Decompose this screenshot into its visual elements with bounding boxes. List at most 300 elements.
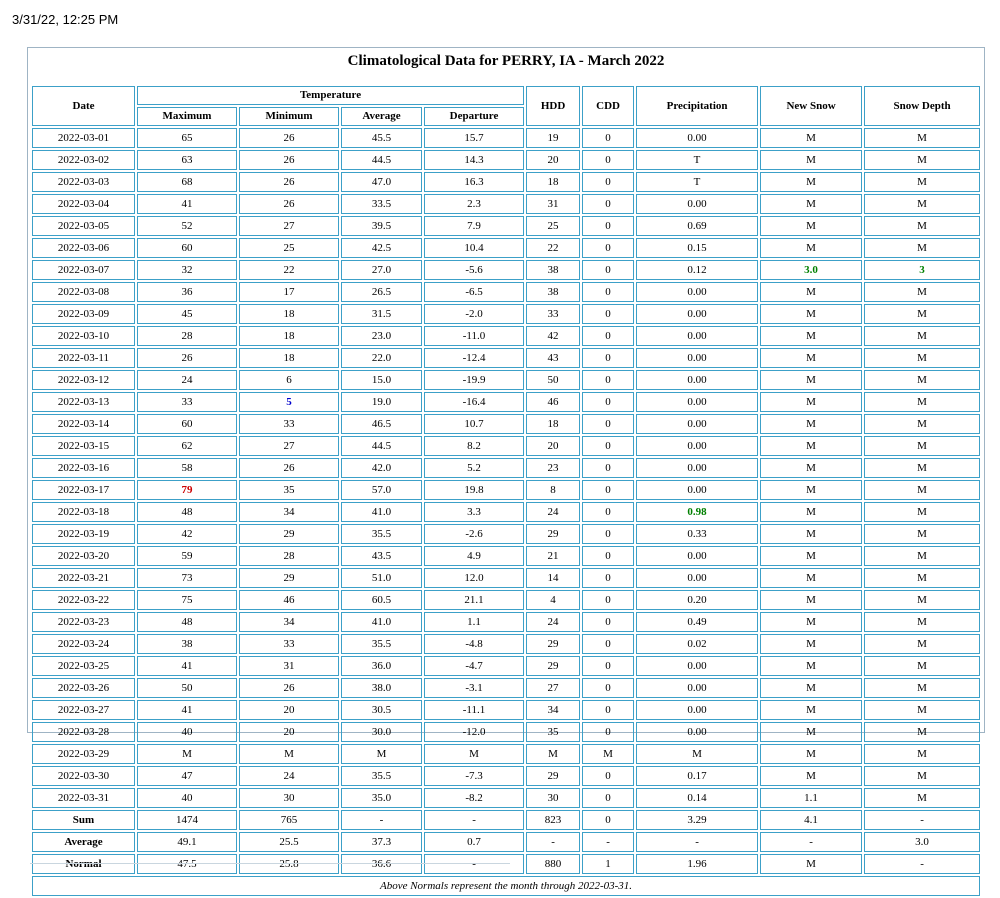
table-row — [32, 216, 980, 236]
departure-cell: 16.3 — [424, 172, 524, 192]
max-temp-cell: 38 — [137, 634, 237, 654]
departure-cell: M — [424, 744, 524, 764]
min-temp-cell: 46 — [239, 590, 339, 610]
max-temp-cell: 33 — [137, 392, 237, 412]
max-temp-cell: 26 — [137, 348, 237, 368]
avg-temp-cell: 47.0 — [341, 172, 422, 192]
precip-cell: - — [636, 832, 758, 852]
cdd-cell: 0 — [582, 216, 634, 236]
avg-temp-cell: 46.5 — [341, 414, 422, 434]
cdd-cell: 0 — [582, 546, 634, 566]
cdd-cell: 0 — [582, 304, 634, 324]
table-row — [32, 590, 980, 610]
hdd-cell: 29 — [526, 524, 580, 544]
new-snow-cell: - — [760, 832, 862, 852]
min-temp-cell: 30 — [239, 788, 339, 808]
avg-temp-cell: 44.5 — [341, 436, 422, 456]
departure-cell: 21.1 — [424, 590, 524, 610]
min-temp-cell: 28 — [239, 546, 339, 566]
date-cell: 2022-03-30 — [32, 766, 135, 786]
min-temp-cell: 765 — [239, 810, 339, 830]
max-temp-cell: 68 — [137, 172, 237, 192]
min-temp-cell: 34 — [239, 502, 339, 522]
avg-temp-cell: 45.5 — [341, 128, 422, 148]
cdd-cell: 0 — [582, 348, 634, 368]
date-cell: 2022-03-24 — [32, 634, 135, 654]
hdd-cell: 29 — [526, 656, 580, 676]
precip-cell: 0.00 — [636, 348, 758, 368]
departure-cell: 10.4 — [424, 238, 524, 258]
table-row — [32, 502, 980, 522]
hdd-cell: 4 — [526, 590, 580, 610]
avg-temp-cell: 36.6 — [341, 854, 422, 874]
snow-depth-cell: M — [864, 348, 980, 368]
departure-cell: 5.2 — [424, 458, 524, 478]
min-temp-cell: 18 — [239, 304, 339, 324]
departure-cell: -12.4 — [424, 348, 524, 368]
table-row — [32, 392, 980, 412]
min-temp-cell: 29 — [239, 524, 339, 544]
max-temp-cell: 59 — [137, 546, 237, 566]
departure-cell: -12.0 — [424, 722, 524, 742]
max-temp-cell: M — [137, 744, 237, 764]
max-temp-cell: 63 — [137, 150, 237, 170]
precip-cell: T — [636, 150, 758, 170]
snow-depth-cell: M — [864, 678, 980, 698]
precip-cell: 0.00 — [636, 480, 758, 500]
max-temp-cell: 41 — [137, 656, 237, 676]
date-cell: 2022-03-19 — [32, 524, 135, 544]
header-minimum: Minimum — [239, 107, 339, 126]
cdd-cell: 0 — [582, 458, 634, 478]
departure-cell: 15.7 — [424, 128, 524, 148]
avg-temp-cell: 23.0 — [341, 326, 422, 346]
precip-cell: 0.00 — [636, 392, 758, 412]
min-temp-cell: 25.5 — [239, 832, 339, 852]
header-average: Average — [341, 107, 422, 126]
max-temp-cell: 42 — [137, 524, 237, 544]
new-snow-cell: M — [760, 238, 862, 258]
date-cell: 2022-03-28 — [32, 722, 135, 742]
max-temp-cell: 52 — [137, 216, 237, 236]
precip-cell: 0.02 — [636, 634, 758, 654]
footnote: Above Normals represent the month through 2022-03-31. — [32, 876, 980, 896]
precip-cell: 0.00 — [636, 546, 758, 566]
date-cell: 2022-03-15 — [32, 436, 135, 456]
snow-depth-cell: M — [864, 634, 980, 654]
new-snow-cell: M — [760, 414, 862, 434]
hdd-cell: 25 — [526, 216, 580, 236]
departure-cell: 4.9 — [424, 546, 524, 566]
avg-temp-cell: 42.5 — [341, 238, 422, 258]
max-temp-cell: 47.5 — [137, 854, 237, 874]
snow-depth-cell: M — [864, 568, 980, 588]
snow-depth-cell: M — [864, 766, 980, 786]
precip-cell: 0.00 — [636, 326, 758, 346]
new-snow-cell: M — [760, 194, 862, 214]
max-temp-cell: 41 — [137, 194, 237, 214]
departure-cell: -19.9 — [424, 370, 524, 390]
table-row — [32, 524, 980, 544]
precip-cell: 0.00 — [636, 656, 758, 676]
date-cell: 2022-03-22 — [32, 590, 135, 610]
snow-depth-cell: M — [864, 128, 980, 148]
date-cell: 2022-03-08 — [32, 282, 135, 302]
snow-depth-cell: M — [864, 524, 980, 544]
departure-cell: - — [424, 810, 524, 830]
cdd-cell: 0 — [582, 612, 634, 632]
table-row — [32, 172, 980, 192]
date-cell: 2022-03-29 — [32, 744, 135, 764]
max-temp-cell: 65 — [137, 128, 237, 148]
table-row — [32, 370, 980, 390]
snow-depth-cell: M — [864, 326, 980, 346]
max-temp-cell: 41 — [137, 700, 237, 720]
min-temp-cell: 6 — [239, 370, 339, 390]
max-temp-cell: 36 — [137, 282, 237, 302]
precip-cell: 0.00 — [636, 370, 758, 390]
new-snow-cell: M — [760, 634, 862, 654]
hdd-cell: 38 — [526, 282, 580, 302]
avg-temp-cell: 35.5 — [341, 766, 422, 786]
snow-depth-cell: M — [864, 238, 980, 258]
precip-cell: 0.00 — [636, 128, 758, 148]
max-temp-cell: 32 — [137, 260, 237, 280]
date-cell: 2022-03-17 — [32, 480, 135, 500]
min-temp-cell: 20 — [239, 722, 339, 742]
precip-cell: 1.96 — [636, 854, 758, 874]
avg-temp-cell: 41.0 — [341, 502, 422, 522]
min-temp-cell: 18 — [239, 348, 339, 368]
summary-row — [32, 854, 980, 874]
date-cell: 2022-03-14 — [32, 414, 135, 434]
departure-cell: -11.0 — [424, 326, 524, 346]
header-temperature: Temperature — [137, 86, 524, 105]
table-row — [32, 788, 980, 808]
table-row — [32, 348, 980, 368]
hdd-cell: - — [526, 832, 580, 852]
date-cell: 2022-03-03 — [32, 172, 135, 192]
departure-cell: -11.1 — [424, 700, 524, 720]
new-snow-cell: M — [760, 524, 862, 544]
new-snow-cell: M — [760, 216, 862, 236]
new-snow-cell: M — [760, 282, 862, 302]
table-row — [32, 194, 980, 214]
max-temp-cell: 49.1 — [137, 832, 237, 852]
departure-cell: 1.1 — [424, 612, 524, 632]
avg-temp-cell: - — [341, 810, 422, 830]
table-row — [32, 568, 980, 588]
max-temp-cell: 73 — [137, 568, 237, 588]
min-temp-cell: 25.8 — [239, 854, 339, 874]
snow-depth-cell: M — [864, 722, 980, 742]
hdd-cell: 42 — [526, 326, 580, 346]
date-cell: Sum — [32, 810, 135, 830]
snow-depth-cell: - — [864, 854, 980, 874]
cdd-cell: 0 — [582, 810, 634, 830]
departure-cell: 7.9 — [424, 216, 524, 236]
avg-temp-cell: 41.0 — [341, 612, 422, 632]
snow-depth-cell: M — [864, 436, 980, 456]
precip-cell: M — [636, 744, 758, 764]
table-row — [32, 744, 980, 764]
precip-cell: 0.14 — [636, 788, 758, 808]
cdd-cell: 0 — [582, 128, 634, 148]
new-snow-cell: M — [760, 612, 862, 632]
precip-cell: 0.33 — [636, 524, 758, 544]
cdd-cell: 0 — [582, 150, 634, 170]
date-cell: 2022-03-07 — [32, 260, 135, 280]
departure-cell: -7.3 — [424, 766, 524, 786]
header-maximum: Maximum — [137, 107, 237, 126]
departure-cell: - — [424, 854, 524, 874]
departure-cell: 2.3 — [424, 194, 524, 214]
hdd-cell: 46 — [526, 392, 580, 412]
new-snow-cell: M — [760, 854, 862, 874]
cdd-cell: 0 — [582, 172, 634, 192]
hdd-cell: 27 — [526, 678, 580, 698]
table-row — [32, 128, 980, 148]
avg-temp-cell: 35.0 — [341, 788, 422, 808]
table-row — [32, 678, 980, 698]
hdd-cell: 21 — [526, 546, 580, 566]
departure-cell: 8.2 — [424, 436, 524, 456]
table-row — [32, 304, 980, 324]
date-cell: 2022-03-13 — [32, 392, 135, 412]
departure-cell: -16.4 — [424, 392, 524, 412]
min-temp-cell: 27 — [239, 436, 339, 456]
new-snow-cell: M — [760, 590, 862, 610]
new-snow-cell: M — [760, 546, 862, 566]
min-temp-cell: 5 — [239, 392, 339, 412]
min-temp-cell: 25 — [239, 238, 339, 258]
precip-cell: 0.15 — [636, 238, 758, 258]
hdd-cell: 35 — [526, 722, 580, 742]
hdd-cell: 14 — [526, 568, 580, 588]
avg-temp-cell: 19.0 — [341, 392, 422, 412]
cdd-cell: M — [582, 744, 634, 764]
date-cell: 2022-03-21 — [32, 568, 135, 588]
cdd-cell: 0 — [582, 480, 634, 500]
page-title: Climatological Data for PERRY, IA - March 2022 — [347, 53, 665, 69]
table-row — [32, 260, 980, 280]
hdd-cell: 31 — [526, 194, 580, 214]
avg-temp-cell: 42.0 — [341, 458, 422, 478]
avg-temp-cell: M — [341, 744, 422, 764]
max-temp-cell: 48 — [137, 502, 237, 522]
min-temp-cell: 26 — [239, 194, 339, 214]
date-cell: 2022-03-10 — [32, 326, 135, 346]
hdd-cell: 50 — [526, 370, 580, 390]
avg-temp-cell: 15.0 — [341, 370, 422, 390]
max-temp-cell: 50 — [137, 678, 237, 698]
new-snow-cell: 3.0 — [760, 260, 862, 280]
min-temp-cell: 26 — [239, 678, 339, 698]
precip-cell: 0.00 — [636, 436, 758, 456]
departure-cell: 14.3 — [424, 150, 524, 170]
cdd-cell: 0 — [582, 194, 634, 214]
min-temp-cell: 33 — [239, 414, 339, 434]
departure-cell: 19.8 — [424, 480, 524, 500]
cdd-cell: 0 — [582, 238, 634, 258]
min-temp-cell: M — [239, 744, 339, 764]
header-snow-depth: Snow Depth — [864, 86, 980, 126]
snow-depth-cell: M — [864, 502, 980, 522]
precip-cell: 0.98 — [636, 502, 758, 522]
table-row — [32, 480, 980, 500]
departure-cell: 0.7 — [424, 832, 524, 852]
snow-depth-cell: M — [864, 392, 980, 412]
cdd-cell: 0 — [582, 590, 634, 610]
hdd-cell: 20 — [526, 436, 580, 456]
precip-cell: 3.29 — [636, 810, 758, 830]
new-snow-cell: M — [760, 348, 862, 368]
snow-depth-cell: M — [864, 546, 980, 566]
date-cell: 2022-03-25 — [32, 656, 135, 676]
max-temp-cell: 24 — [137, 370, 237, 390]
new-snow-cell: M — [760, 700, 862, 720]
new-snow-cell: M — [760, 172, 862, 192]
departure-cell: -4.8 — [424, 634, 524, 654]
snow-depth-cell: M — [864, 216, 980, 236]
date-cell: 2022-03-05 — [32, 216, 135, 236]
date-cell: 2022-03-02 — [32, 150, 135, 170]
snow-depth-cell: M — [864, 370, 980, 390]
departure-cell: -4.7 — [424, 656, 524, 676]
avg-temp-cell: 30.0 — [341, 722, 422, 742]
precip-cell: 0.00 — [636, 458, 758, 478]
cdd-cell: 0 — [582, 414, 634, 434]
avg-temp-cell: 44.5 — [341, 150, 422, 170]
date-cell: 2022-03-16 — [32, 458, 135, 478]
date-cell: 2022-03-01 — [32, 128, 135, 148]
precip-cell: T — [636, 172, 758, 192]
max-temp-cell: 1474 — [137, 810, 237, 830]
new-snow-cell: M — [760, 128, 862, 148]
summary-row — [32, 810, 980, 830]
cdd-cell: 0 — [582, 282, 634, 302]
precip-cell: 0.69 — [636, 216, 758, 236]
cdd-cell: 0 — [582, 656, 634, 676]
hdd-cell: 18 — [526, 172, 580, 192]
max-temp-cell: 75 — [137, 590, 237, 610]
snow-depth-cell: M — [864, 458, 980, 478]
hdd-cell: 20 — [526, 150, 580, 170]
new-snow-cell: M — [760, 656, 862, 676]
table-row — [32, 546, 980, 566]
table-row — [32, 766, 980, 786]
date-cell: 2022-03-26 — [32, 678, 135, 698]
hdd-cell: 43 — [526, 348, 580, 368]
avg-temp-cell: 57.0 — [341, 480, 422, 500]
snow-depth-cell: M — [864, 480, 980, 500]
new-snow-cell: M — [760, 150, 862, 170]
precip-cell: 0.17 — [636, 766, 758, 786]
avg-temp-cell: 38.0 — [341, 678, 422, 698]
max-temp-cell: 40 — [137, 788, 237, 808]
departure-cell: -8.2 — [424, 788, 524, 808]
min-temp-cell: 20 — [239, 700, 339, 720]
new-snow-cell: M — [760, 568, 862, 588]
min-temp-cell: 24 — [239, 766, 339, 786]
header-hdd: HDD — [526, 86, 580, 126]
new-snow-cell: 1.1 — [760, 788, 862, 808]
max-temp-cell: 47 — [137, 766, 237, 786]
date-cell: 2022-03-06 — [32, 238, 135, 258]
new-snow-cell: M — [760, 766, 862, 786]
precip-cell: 0.00 — [636, 282, 758, 302]
snow-depth-cell: M — [864, 590, 980, 610]
header-new-snow: New Snow — [760, 86, 862, 126]
summary-rows — [32, 810, 980, 874]
date-cell: Normal — [32, 854, 135, 874]
snow-depth-cell: M — [864, 414, 980, 434]
hdd-cell: 23 — [526, 458, 580, 478]
new-snow-cell: M — [760, 502, 862, 522]
new-snow-cell: M — [760, 436, 862, 456]
date-cell: 2022-03-18 — [32, 502, 135, 522]
min-temp-cell: 22 — [239, 260, 339, 280]
hdd-cell: 38 — [526, 260, 580, 280]
max-temp-cell: 40 — [137, 722, 237, 742]
avg-temp-cell: 37.3 — [341, 832, 422, 852]
snow-depth-cell: M — [864, 744, 980, 764]
cdd-cell: 0 — [582, 370, 634, 390]
new-snow-cell: M — [760, 392, 862, 412]
hdd-cell: 880 — [526, 854, 580, 874]
new-snow-cell: M — [760, 458, 862, 478]
cdd-cell: 1 — [582, 854, 634, 874]
avg-temp-cell: 51.0 — [341, 568, 422, 588]
date-cell: 2022-03-04 — [32, 194, 135, 214]
avg-temp-cell: 36.0 — [341, 656, 422, 676]
avg-temp-cell: 26.5 — [341, 282, 422, 302]
min-temp-cell: 31 — [239, 656, 339, 676]
table-row — [32, 722, 980, 742]
hdd-cell: 29 — [526, 766, 580, 786]
date-cell: 2022-03-09 — [32, 304, 135, 324]
max-temp-cell: 48 — [137, 612, 237, 632]
new-snow-cell: M — [760, 722, 862, 742]
table-row — [32, 414, 980, 434]
avg-temp-cell: 33.5 — [341, 194, 422, 214]
departure-cell: -3.1 — [424, 678, 524, 698]
departure-cell: -6.5 — [424, 282, 524, 302]
avg-temp-cell: 31.5 — [341, 304, 422, 324]
snow-depth-cell: - — [864, 810, 980, 830]
precip-cell: 0.00 — [636, 304, 758, 324]
min-temp-cell: 18 — [239, 326, 339, 346]
avg-temp-cell: 30.5 — [341, 700, 422, 720]
table-row — [32, 656, 980, 676]
print-header-timestamp: 3/31/22, 12:25 PM — [12, 12, 119, 27]
precip-cell: 0.00 — [636, 194, 758, 214]
header-date: Date — [32, 86, 135, 126]
new-snow-cell: M — [760, 744, 862, 764]
cdd-cell: 0 — [582, 436, 634, 456]
min-temp-cell: 26 — [239, 150, 339, 170]
hdd-cell: 24 — [526, 502, 580, 522]
max-temp-cell: 28 — [137, 326, 237, 346]
snow-depth-cell: 3.0 — [864, 832, 980, 852]
table-row — [32, 150, 980, 170]
avg-temp-cell: 60.5 — [341, 590, 422, 610]
departure-cell: 10.7 — [424, 414, 524, 434]
hdd-cell: 8 — [526, 480, 580, 500]
snow-depth-cell: M — [864, 656, 980, 676]
precip-cell: 0.12 — [636, 260, 758, 280]
hdd-cell: 24 — [526, 612, 580, 632]
